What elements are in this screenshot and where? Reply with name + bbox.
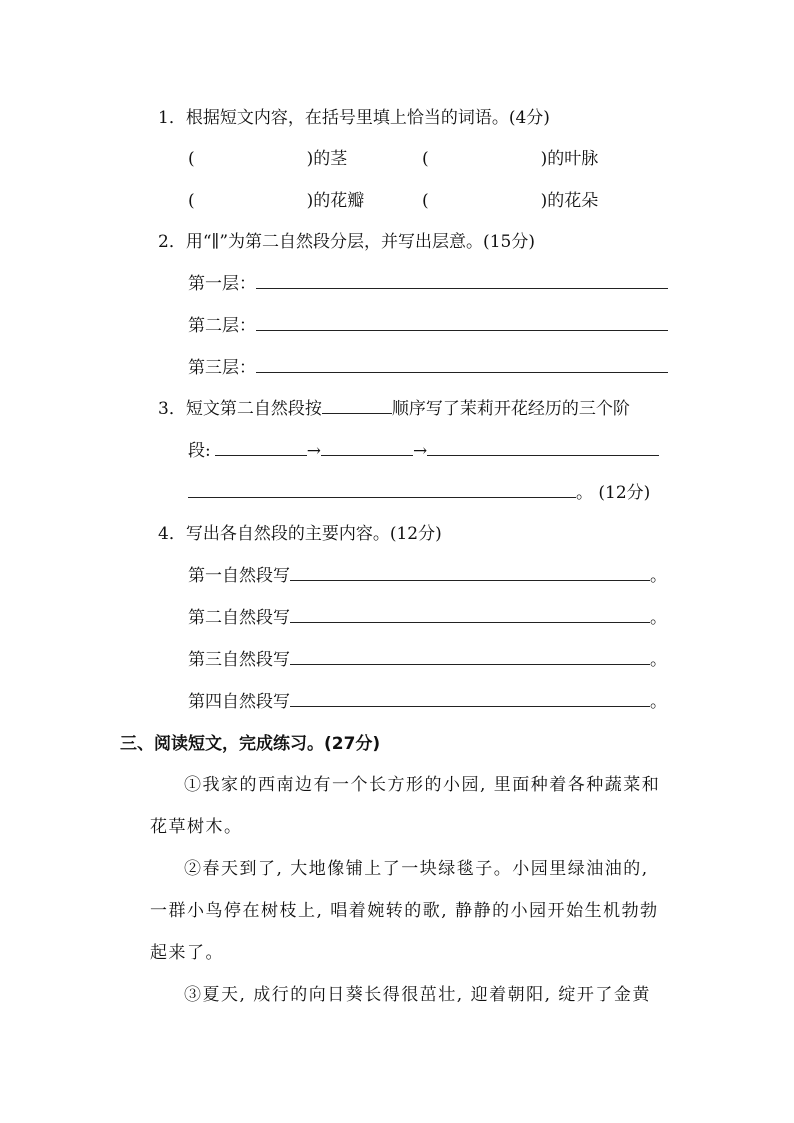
open-paren: ( xyxy=(188,149,195,169)
answer-line[interactable] xyxy=(256,314,668,331)
q3-line-3 xyxy=(188,481,650,505)
q1-item-1 xyxy=(188,147,347,171)
q1-item-3 xyxy=(188,189,364,213)
question-3 xyxy=(158,397,630,421)
q2-layer-2 xyxy=(188,314,668,338)
question-text: 写出各自然段的主要内容。(12分) xyxy=(185,524,442,544)
answer-blank[interactable] xyxy=(188,481,576,498)
passage-p2-line-3: 起来了。 xyxy=(150,943,224,963)
q4-row-2 xyxy=(188,606,667,630)
row-label: 第三自然段写 xyxy=(188,650,290,670)
passage-p2-line-2: 一群小鸟停在树枝上, 唱着婉转的歌, 静静的小园开始生机勃勃 xyxy=(150,901,659,921)
q1-item-2 xyxy=(422,147,598,171)
layer-label: 第一层： xyxy=(188,274,256,294)
arrow-icon: → xyxy=(306,441,321,461)
answer-blank[interactable] xyxy=(322,397,392,414)
question-number: 3． xyxy=(158,399,186,419)
answer-blank[interactable] xyxy=(427,439,659,456)
item-label: )的花朵 xyxy=(540,191,599,211)
answer-line[interactable] xyxy=(256,356,668,373)
period: 。 xyxy=(650,608,667,628)
period: 。 xyxy=(650,566,667,586)
question-text-cont: 段: xyxy=(188,441,211,461)
q1-item-4 xyxy=(422,189,598,213)
question-1 xyxy=(158,106,550,130)
item-label: )的花瓣 xyxy=(306,191,365,211)
row-label: 第一自然段写 xyxy=(188,566,290,586)
question-number: 4． xyxy=(158,524,186,544)
answer-blank[interactable] xyxy=(215,439,307,456)
question-number: 2． xyxy=(158,232,186,252)
answer-line[interactable] xyxy=(256,272,668,289)
q2-layer-3 xyxy=(188,356,668,380)
open-paren: ( xyxy=(188,191,195,211)
passage-p1-line-2: 花草树木。 xyxy=(150,817,243,837)
question-number: 1． xyxy=(158,108,186,128)
item-label: )的茎 xyxy=(306,149,348,169)
q4-row-3 xyxy=(188,648,667,672)
answer-line[interactable] xyxy=(290,564,650,581)
period: 。 xyxy=(650,692,667,712)
question-text-cont: 顺序写了茉莉开花经历的三个阶 xyxy=(391,399,630,419)
answer-line[interactable] xyxy=(290,606,650,623)
passage-p1-line-1 xyxy=(150,764,690,806)
q4-row-1 xyxy=(188,564,667,588)
answer-blank[interactable] xyxy=(321,439,413,456)
layer-label: 第二层： xyxy=(188,316,256,336)
arrow-icon: → xyxy=(412,441,428,461)
period: 。 xyxy=(650,650,667,670)
question-4 xyxy=(158,522,442,546)
passage-p3-line-1 xyxy=(150,974,690,1016)
passage-text: ③夏天, 成行的向日葵长得很茁壮, 迎着朝阳, 绽开了金黄 xyxy=(184,985,651,1005)
open-paren: ( xyxy=(422,191,429,211)
q2-layer-1 xyxy=(188,272,668,296)
q3-line-2 xyxy=(188,439,659,463)
question-end: 。 (12分) xyxy=(576,483,651,503)
question-2 xyxy=(158,230,535,254)
section-3-title: 三、阅读短文，完成练习。(27分) xyxy=(120,734,381,754)
question-text: 短文第二自然段按 xyxy=(185,399,322,419)
open-paren: ( xyxy=(422,149,429,169)
answer-line[interactable] xyxy=(290,690,650,707)
row-label: 第四自然段写 xyxy=(188,692,290,712)
passage-text: ①我家的西南边有一个长方形的小园, 里面种着各种蔬菜和 xyxy=(184,775,661,795)
q4-row-4 xyxy=(188,690,667,714)
reading-passage xyxy=(150,764,690,1016)
item-label: )的叶脉 xyxy=(540,149,599,169)
layer-label: 第三层： xyxy=(188,358,256,378)
row-label: 第二自然段写 xyxy=(188,608,290,628)
question-text: 用“∥”为第二自然段分层，并写出层意。(15分) xyxy=(185,232,535,252)
passage-text: ②春天到了, 大地像铺上了一块绿毯子。小园里绿油油的, xyxy=(184,859,649,879)
answer-line[interactable] xyxy=(290,648,650,665)
passage-p2-line-1 xyxy=(150,848,690,890)
question-text: 根据短文内容，在括号里填上恰当的词语。(4分) xyxy=(185,108,550,128)
